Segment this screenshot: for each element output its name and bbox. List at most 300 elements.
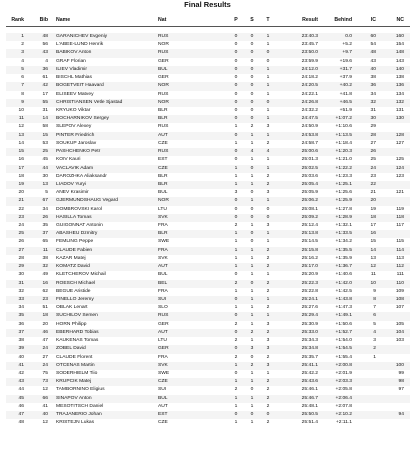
standing-cell: 1 <box>250 395 254 401</box>
total-misses-cell: 0 <box>266 99 270 105</box>
total-misses-cell: 2 <box>266 280 270 286</box>
total-misses-cell: 1 <box>266 83 270 89</box>
total-misses-cell: 2 <box>266 140 270 146</box>
nat-cell: SVK <box>158 214 168 220</box>
behind-cell: +1:49.1 <box>335 313 352 319</box>
total-misses-cell: 1 <box>266 66 270 72</box>
total-misses-cell: 2 <box>266 264 270 270</box>
nat-cell: AUT <box>158 264 168 270</box>
result-cell: 24:58.7 <box>301 140 318 146</box>
table-row <box>6 206 410 214</box>
behind-cell: +1:47.3 <box>335 305 352 311</box>
nat-cell: NOR <box>158 83 169 89</box>
nc-points-cell: 148 <box>395 50 404 56</box>
name-cell: CLAUDE Fabien <box>56 247 93 253</box>
table-row <box>6 280 410 288</box>
behind-cell: +1:42.5 <box>335 288 352 294</box>
result-cell: 25:48.1 <box>301 403 318 409</box>
table-row <box>6 370 410 378</box>
name-cell: KAUKENAS Tomas <box>56 338 99 344</box>
behind-cell: +1:23.3 <box>335 173 352 179</box>
standing-cell: 1 <box>250 321 254 327</box>
standing-cell: 2 <box>250 362 254 368</box>
ic-points-cell: 6 <box>373 313 376 319</box>
total-misses-cell: 3 <box>266 338 270 344</box>
name-cell: BOCHARNIKOV Sergey <box>56 116 109 122</box>
rank-cell: 46 <box>18 403 24 409</box>
bib-cell: 36 <box>42 66 48 72</box>
standing-cell: 0 <box>250 387 254 393</box>
behind-cell: +2:05.8 <box>335 387 352 393</box>
prone-cell: 3 <box>234 190 238 196</box>
behind-cell: +1:36.7 <box>335 264 352 270</box>
col-header-name: Name <box>56 17 71 23</box>
rank-cell: 32 <box>18 288 24 294</box>
nat-cell: SUI <box>158 297 167 302</box>
bib-cell: 42 <box>42 83 48 89</box>
result-cell: 25:06.2 <box>301 198 318 204</box>
table-row <box>6 403 410 411</box>
result-cell: 25:05.9 <box>301 190 318 196</box>
bib-cell: 43 <box>42 50 48 56</box>
prone-cell: 2 <box>234 387 238 393</box>
name-cell: VACLAVIK Adam <box>56 165 94 171</box>
standing-cell: 2 <box>250 329 254 335</box>
nat-cell: SVK <box>158 362 168 368</box>
ic-points-cell: 31 <box>370 107 376 113</box>
rank-cell: 13 <box>18 132 24 138</box>
prone-cell: 2 <box>234 338 238 344</box>
behind-cell: +1:43.8 <box>335 297 352 302</box>
name-cell: GRAF Florian <box>56 58 86 64</box>
nat-cell: GER <box>158 75 169 81</box>
ic-points-cell: 54 <box>370 42 376 48</box>
name-cell: SINAPOV Anton <box>56 395 92 401</box>
total-misses-cell: 2 <box>266 379 270 385</box>
nc-points-cell: 114 <box>396 247 404 253</box>
bib-cell: 65 <box>42 239 48 245</box>
bib-cell: 26 <box>42 214 48 220</box>
rank-cell: 45 <box>18 395 24 401</box>
result-cell: 25:22.8 <box>301 288 318 294</box>
total-misses-cell: 2 <box>266 354 270 360</box>
nat-cell: AUT <box>158 329 168 335</box>
name-cell: SUCHILOV Semen <box>56 313 98 319</box>
total-misses-cell: 2 <box>266 255 270 261</box>
behind-cell: +2:07.8 <box>335 403 352 409</box>
nc-points-cell: 123 <box>395 173 404 179</box>
bib-cell: 61 <box>42 75 48 81</box>
behind-cell: +9.7 <box>342 50 352 56</box>
total-misses-cell: 1 <box>266 239 270 245</box>
nc-points-cell: 125 <box>395 157 404 163</box>
table-row <box>6 197 410 205</box>
bib-cell: 37 <box>42 231 48 237</box>
total-misses-cell: 1 <box>266 91 270 97</box>
rank-cell: 39 <box>18 346 24 352</box>
bib-cell: 67 <box>42 198 48 204</box>
total-misses-cell: 2 <box>266 387 270 393</box>
behind-cell: +2:03.3 <box>335 379 352 385</box>
behind-cell: +37.9 <box>339 75 352 81</box>
bib-cell: 62 <box>42 288 48 294</box>
name-cell: ABASHEU Dzmitry <box>56 231 98 237</box>
result-cell: 25:51.4 <box>301 420 318 426</box>
bib-cell: 14 <box>42 116 48 122</box>
ic-points-cell: 28 <box>370 132 376 138</box>
prone-cell: 0 <box>234 370 238 376</box>
ic-points-cell: 21 <box>370 190 376 196</box>
behind-cell: +1:54.5 <box>335 346 352 352</box>
rank-cell: 19 <box>18 181 24 187</box>
name-cell: L'ABEE-LUND Henrik <box>56 42 104 48</box>
prone-cell: 0 <box>234 329 238 335</box>
result-cell: 24:50.9 <box>301 124 318 130</box>
total-misses-cell: 3 <box>266 362 270 368</box>
nat-cell: BLR <box>158 116 168 122</box>
prone-cell: 1 <box>234 403 238 409</box>
behind-cell: +1:40.6 <box>335 272 352 278</box>
nat-cell: BUL <box>158 66 168 72</box>
total-misses-cell: 0 <box>266 50 270 56</box>
prone-cell: 0 <box>234 346 238 352</box>
nc-points-cell: 113 <box>396 255 404 261</box>
table-row <box>6 107 410 115</box>
nat-cell: RUS <box>158 34 169 39</box>
table-row <box>6 148 410 156</box>
results-table <box>6 33 410 428</box>
bib-cell: 4 <box>45 58 48 64</box>
total-misses-cell: 3 <box>266 124 270 130</box>
rank-cell: 6 <box>21 75 24 81</box>
standing-cell: 1 <box>250 255 254 261</box>
standing-cell: 0 <box>250 50 254 56</box>
standing-cell: 0 <box>250 42 254 48</box>
total-misses-cell: 1 <box>266 313 270 319</box>
rank-cell: 42 <box>18 370 24 376</box>
standing-cell: 3 <box>250 346 254 352</box>
nat-cell: RUS <box>158 50 169 56</box>
name-cell: BOGETVEIT Haavard <box>56 83 104 89</box>
rank-cell: 16 <box>18 157 24 163</box>
rank-cell: 47 <box>18 412 24 418</box>
result-cell: 25:20.9 <box>301 272 318 278</box>
name-cell: KRYUKO Viktar <box>56 107 91 113</box>
result-cell: 23:59.9 <box>301 58 318 64</box>
rank-cell: 5 <box>21 66 24 72</box>
result-cell: 25:46.1 <box>301 387 318 393</box>
rank-cell: 14 <box>18 140 24 146</box>
behind-cell: +41.8 <box>339 91 352 97</box>
total-misses-cell: 3 <box>266 321 270 327</box>
nat-cell: FRA <box>158 354 168 360</box>
bib-cell: 20 <box>42 321 48 327</box>
result-cell: 25:34.8 <box>301 346 318 352</box>
bib-cell: 75 <box>42 370 48 376</box>
ic-points-cell: 23 <box>370 173 376 179</box>
table-row <box>6 41 410 49</box>
rank-cell: 31 <box>18 280 24 286</box>
table-row <box>6 321 410 329</box>
standing-cell: 1 <box>250 288 254 294</box>
total-misses-cell: 1 <box>266 132 270 138</box>
total-misses-cell: 3 <box>266 190 270 196</box>
behind-cell: +5.2 <box>342 42 352 48</box>
nat-cell: SLO <box>158 305 168 311</box>
nat-cell: CZE <box>158 165 168 171</box>
nat-cell: BUL <box>158 395 168 401</box>
bib-cell: 15 <box>42 132 48 138</box>
table-row <box>6 49 410 57</box>
table-row <box>6 74 410 82</box>
table-row <box>6 419 410 427</box>
bib-cell: 13 <box>42 181 48 187</box>
bib-cell: 35 <box>42 223 48 229</box>
col-header-nc: NC <box>396 17 404 23</box>
total-misses-cell: 1 <box>266 198 270 204</box>
nc-points-cell: 140 <box>395 66 404 72</box>
table-row <box>6 230 410 238</box>
bib-cell: 32 <box>42 264 48 270</box>
name-cell: ILIEV Vladimir <box>56 66 87 72</box>
behind-cell: 0.0 <box>345 34 352 39</box>
total-misses-cell: 2 <box>266 288 270 294</box>
nc-points-cell: 138 <box>395 75 404 81</box>
rank-cell: 11 <box>18 116 24 122</box>
prone-cell: 1 <box>234 231 238 237</box>
table-row <box>6 345 410 353</box>
table-row <box>6 304 410 312</box>
standing-cell: 1 <box>250 305 254 311</box>
name-cell: DAROZHKA Aliaksandr <box>56 173 107 179</box>
standing-cell: 1 <box>250 157 254 163</box>
nc-points-cell: 121 <box>395 190 404 196</box>
bib-cell: 27 <box>42 354 48 360</box>
total-misses-cell: 0 <box>266 214 270 220</box>
nat-cell: BLR <box>158 231 168 237</box>
table-row <box>6 238 410 246</box>
prone-cell: 0 <box>234 75 238 81</box>
behind-cell: +2:10.2 <box>335 412 352 418</box>
nc-points-cell: 94 <box>398 412 404 418</box>
nc-points-cell: 103 <box>395 338 404 344</box>
rank-cell: 4 <box>21 58 24 64</box>
table-row <box>6 222 410 230</box>
table-row <box>6 214 410 222</box>
nat-cell: BLR <box>158 107 168 113</box>
table-row <box>6 123 410 131</box>
table-row <box>6 378 410 386</box>
prone-cell: 2 <box>234 321 238 327</box>
behind-cell: +1:25.9 <box>335 198 352 204</box>
bib-cell: 38 <box>42 255 48 261</box>
result-cell: 25:35.7 <box>301 354 318 360</box>
ic-points-cell: 15 <box>370 239 376 245</box>
total-misses-cell: 1 <box>266 272 270 278</box>
behind-cell: +1:21.0 <box>335 157 352 163</box>
total-misses-cell: 2 <box>266 247 270 253</box>
standing-cell: 4 <box>250 149 254 155</box>
result-cell: 25:30.9 <box>301 321 318 327</box>
bib-cell: 48 <box>42 34 48 39</box>
total-misses-cell: 1 <box>266 157 270 163</box>
table-row <box>6 312 410 320</box>
nat-cell: AUT <box>158 132 168 138</box>
prone-cell: 0 <box>234 34 238 39</box>
behind-cell: +1:28.9 <box>335 214 352 220</box>
standing-cell: 0 <box>250 116 254 122</box>
name-cell: ZOBEL David <box>56 346 86 352</box>
ic-points-cell: 36 <box>370 83 376 89</box>
behind-cell: +40.2 <box>339 83 352 89</box>
ic-points-cell: 22 <box>370 181 376 187</box>
rank-cell: 18 <box>18 173 24 179</box>
standing-cell: 0 <box>250 190 254 196</box>
table-row <box>6 271 410 279</box>
behind-cell: +1:52.7 <box>335 329 352 335</box>
behind-cell: +1:35.9 <box>335 255 352 261</box>
standing-cell: 0 <box>250 58 254 64</box>
prone-cell: 1 <box>234 165 238 171</box>
table-row <box>6 354 410 362</box>
result-cell: 25:08.1 <box>301 206 318 212</box>
bib-cell: 31 <box>42 107 48 113</box>
prone-cell: 0 <box>234 116 238 122</box>
behind-cell: +1:18.4 <box>335 140 352 146</box>
behind-cell: +1:27.8 <box>335 206 352 212</box>
nc-points-cell: 111 <box>396 272 404 278</box>
result-cell: 25:09.2 <box>301 214 318 220</box>
nc-points-cell: 99 <box>398 370 404 376</box>
bib-cell: 17 <box>42 91 48 97</box>
nat-cell: LTU <box>158 338 167 344</box>
standing-cell: 1 <box>250 247 254 253</box>
rank-cell: 36 <box>18 321 24 327</box>
ic-points-cell: 20 <box>370 198 376 204</box>
ic-points-cell: 11 <box>370 272 376 278</box>
rank-cell: 33 <box>18 297 24 302</box>
prone-cell: 1 <box>234 420 238 426</box>
total-misses-cell: 1 <box>266 75 270 81</box>
behind-cell: +1:33.5 <box>335 231 352 237</box>
result-cell: 25:50.5 <box>301 412 318 418</box>
name-cell: MESOTITSCH Daniel <box>56 403 104 409</box>
table-row <box>6 115 410 123</box>
ic-points-cell: 48 <box>370 50 376 56</box>
ic-points-cell: 13 <box>370 255 376 261</box>
name-cell: GUIGONNAT Antonin <box>56 223 103 229</box>
table-row <box>6 288 410 296</box>
bib-cell: 44 <box>42 165 48 171</box>
rank-cell: 26 <box>18 239 24 245</box>
ic-points-cell: 32 <box>370 99 376 105</box>
col-header-nat: Nat <box>158 17 167 23</box>
ic-points-cell: 30 <box>370 116 376 122</box>
behind-cell: +2:00.8 <box>335 362 352 368</box>
total-misses-cell: 2 <box>266 173 270 179</box>
col-header-p: P <box>234 17 238 23</box>
bib-cell: 16 <box>42 280 48 286</box>
total-misses-cell: 1 <box>266 34 270 39</box>
col-header-bib: Bib <box>39 17 48 23</box>
behind-cell: +46.5 <box>339 99 352 105</box>
ic-points-cell: 38 <box>370 75 376 81</box>
standing-cell: 0 <box>250 91 254 97</box>
rank-cell: 41 <box>18 362 24 368</box>
bib-cell: 49 <box>42 272 48 278</box>
nat-cell: BEL <box>158 280 168 286</box>
ic-points-cell: 10 <box>370 280 376 286</box>
table-row <box>6 386 410 394</box>
table-row <box>6 255 410 263</box>
result-cell: 25:15.8 <box>301 247 318 253</box>
result-cell: 25:22.3 <box>301 280 318 286</box>
prone-cell: 2 <box>234 354 238 360</box>
rank-cell: 28 <box>18 255 24 261</box>
result-cell: 25:33.0 <box>301 329 318 335</box>
standing-cell: 1 <box>250 403 254 409</box>
nc-points-cell: 100 <box>395 362 404 368</box>
behind-cell: +1:22.2 <box>335 165 352 171</box>
behind-cell: +2:01.9 <box>335 370 352 376</box>
name-cell: GJERMUNDSHAUG Vegard <box>56 198 118 204</box>
total-misses-cell: 1 <box>266 107 270 113</box>
bib-cell: 45 <box>42 157 48 163</box>
rank-cell: 40 <box>18 354 24 360</box>
nc-points-cell: 115 <box>396 239 404 245</box>
standing-cell: 1 <box>250 198 254 204</box>
rank-cell: 15 <box>18 149 24 155</box>
ic-points-cell: 19 <box>370 206 376 212</box>
standing-cell: 0 <box>250 66 254 72</box>
prone-cell: 0 <box>234 107 238 113</box>
col-header-s: S <box>250 17 254 23</box>
bib-cell: 53 <box>42 140 48 146</box>
ic-points-cell: 43 <box>370 58 376 64</box>
rank-cell: 48 <box>18 420 24 426</box>
result-cell: 23:45.7 <box>301 42 318 48</box>
bib-cell: 73 <box>42 379 48 385</box>
rank-cell: 25 <box>18 231 24 237</box>
ic-points-cell: 8 <box>373 297 376 302</box>
rank-cell: 38 <box>18 338 24 344</box>
bib-cell: 41 <box>42 403 48 409</box>
name-cell: BEGUE Aristide <box>56 288 91 294</box>
result-cell: 25:00.6 <box>301 149 318 155</box>
total-misses-cell: 1 <box>266 42 270 48</box>
prone-cell: 0 <box>234 313 238 319</box>
total-misses-cell: 1 <box>266 116 270 122</box>
standing-cell: 0 <box>250 354 254 360</box>
result-cell: 24:26.8 <box>301 99 318 105</box>
table-row <box>6 99 410 107</box>
rank-cell: 12 <box>18 124 24 130</box>
standing-cell: 1 <box>250 272 254 278</box>
nat-cell: AUT <box>158 403 168 409</box>
behind-cell: +31.7 <box>339 66 352 72</box>
col-header-result: Result <box>302 17 318 23</box>
standing-cell: 2 <box>250 124 254 130</box>
behind-cell: +1:25.1 <box>335 181 352 187</box>
ic-points-cell: 17 <box>370 223 376 229</box>
standing-cell: 1 <box>250 313 254 319</box>
rank-cell: 17 <box>18 165 24 171</box>
rank-cell: 30 <box>18 272 24 278</box>
ic-points-cell: 1 <box>373 354 376 360</box>
table-row <box>6 263 410 271</box>
nat-cell: RUS <box>158 149 169 155</box>
bib-cell: 12 <box>42 387 48 393</box>
